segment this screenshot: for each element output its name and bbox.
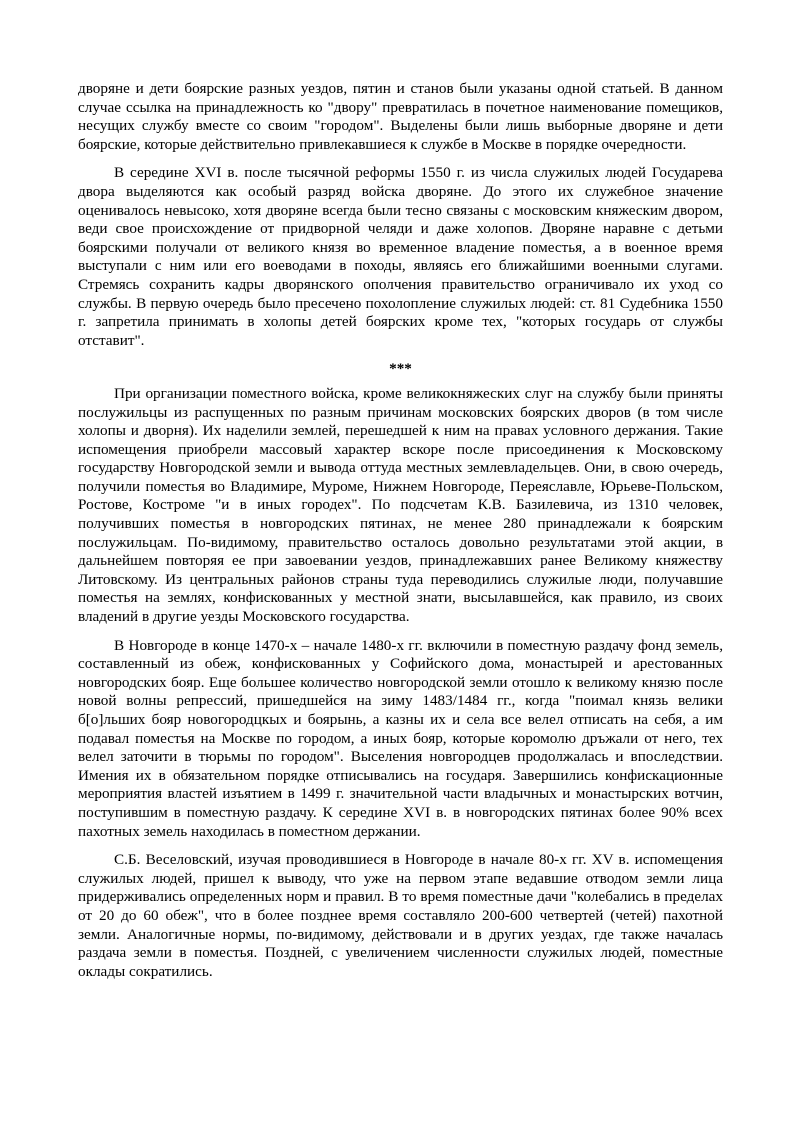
- paragraph-2: В середине XVI в. после тысячной реформы 1550 г. из числа служилых людей Государева двора выделяются как особый разряд войска дворяне. До этого их служебное значение оценивалось невысоко, хотя дворяне всегда были тесно связаны с московским княжеским двором, веди свое происхождение от придворной челяди и даже холопов. Дворяне наравне с детьми боярскими получали от великого князя во временное владение поместья, а в военное время выступали с ним или его воеводами в походы, являясь его ближайшими военными слугами. Стремясь сохранить кадры дворянского ополчения правительство ограничивало их уход со службы. В первую очередь было пресечено похолопление служилых людей: ст. 81 Судебника 1550 г. запретила принимать в холопы детей боярских кроме тех, "которых государь от службы отставит".: [78, 164, 723, 349]
- section-separator: ***: [389, 360, 412, 378]
- document-page: [78, 80, 723, 991]
- paragraph-4: В Новгороде в конце 1470-х – начале 1480-х гг. включили в поместную раздачу фонд земель, составленный из обеж, конфискованных у Софийского дома, монастырей и арестованных новгородских бояр. Еще большее количество новгородской земли отошло к великому князю после новой волны репрессий, пришедшейся на зиму 1483/1484 гг., когда "поимал князь велики б[о]льших бояр новогородцкых и боярынь, а казны их и села все велел отписать на себя, а им подавал поместья на Москве по городом, а иных бояр, которые коромолю дръжали от него, тех велел заточити в тюрьмы по городом". Выселения новгородцев продолжалась и впоследствии. Имения их в обязательном порядке отписывались на государя. Завершились конфискационные мероприятия властей изъятием в 1499 г. значительной части владычных и монастырских вотчин, поступившим в поместную раздачу. К середине XVI в. в новгородских пятинах более 90% всех пахотных земель находилась в поместном держании.: [78, 636, 723, 840]
- paragraph-5: С.Б. Веселовский, изучая проводившиеся в Новгороде в начале 80-х гг. XV в. испомещения служилых людей, пришел к выводу, что уже на первом этапе ведавшие отводом земли лица придерживались определенных норм и правил. В то время поместные дачи "колебались в пределах от 20 до 60 обеж", что в более позднее время составляло 200-600 четвертей (четей) пахотной земли. Аналогичные нормы, по-видимому, действовали и в других уездах, где также началась раздача земли в поместья. Поздней, с увеличением численности служилых людей, поместные оклады сократились.: [78, 851, 723, 980]
- paragraph-1: дворяне и дети боярские разных уездов, пятин и станов были указаны одной статьей. В данном случае ссылка на принадлежность ко "двору" превратилась в почетное наименование помещиков, несущих службу вместе со своим "городом". Выделены были лишь выборные дворяне и дети боярские, которые действительно привлекавшиеся к службе в Москве в порядке очередности.: [78, 80, 723, 153]
- paragraph-3: При организации поместного войска, кроме великокняжеских слуг на службу были приняты послужильцы из распущенных по разным причинам московских боярских дворов (в том числе холопы и дворня). Их наделили землей, перешедшей к ним на правах условного держания. Такие испомещения приобрели массовый характер вскоре после присоединения к Московскому государству Новгородской земли и вывода оттуда местных землевладельцев. Они, в свою очередь, получили поместья во Владимире, Муроме, Нижнем Новгороде, Переяславле, Юрьеве-Польском, Ростове, Костроме "и в иных городех". По подсчетам К.В. Базилевича, из 1310 человек, получивших поместья в новгородских пятинах, не менее 280 принадлежали к боярским послужильцам. По-видимому, правительство осталось довольно результатами этой акции, в дальнейшем повторяя ее при завоевании уездов, принадлежавших ранее Великому княжеству Литовскому. Из центральных районов страны туда переводились служилые люди, получавшие поместья на землях, конфискованных у местной знати, высылавшейся, как правило, из своих владений в другие уезды Московского государства.: [78, 384, 723, 626]
